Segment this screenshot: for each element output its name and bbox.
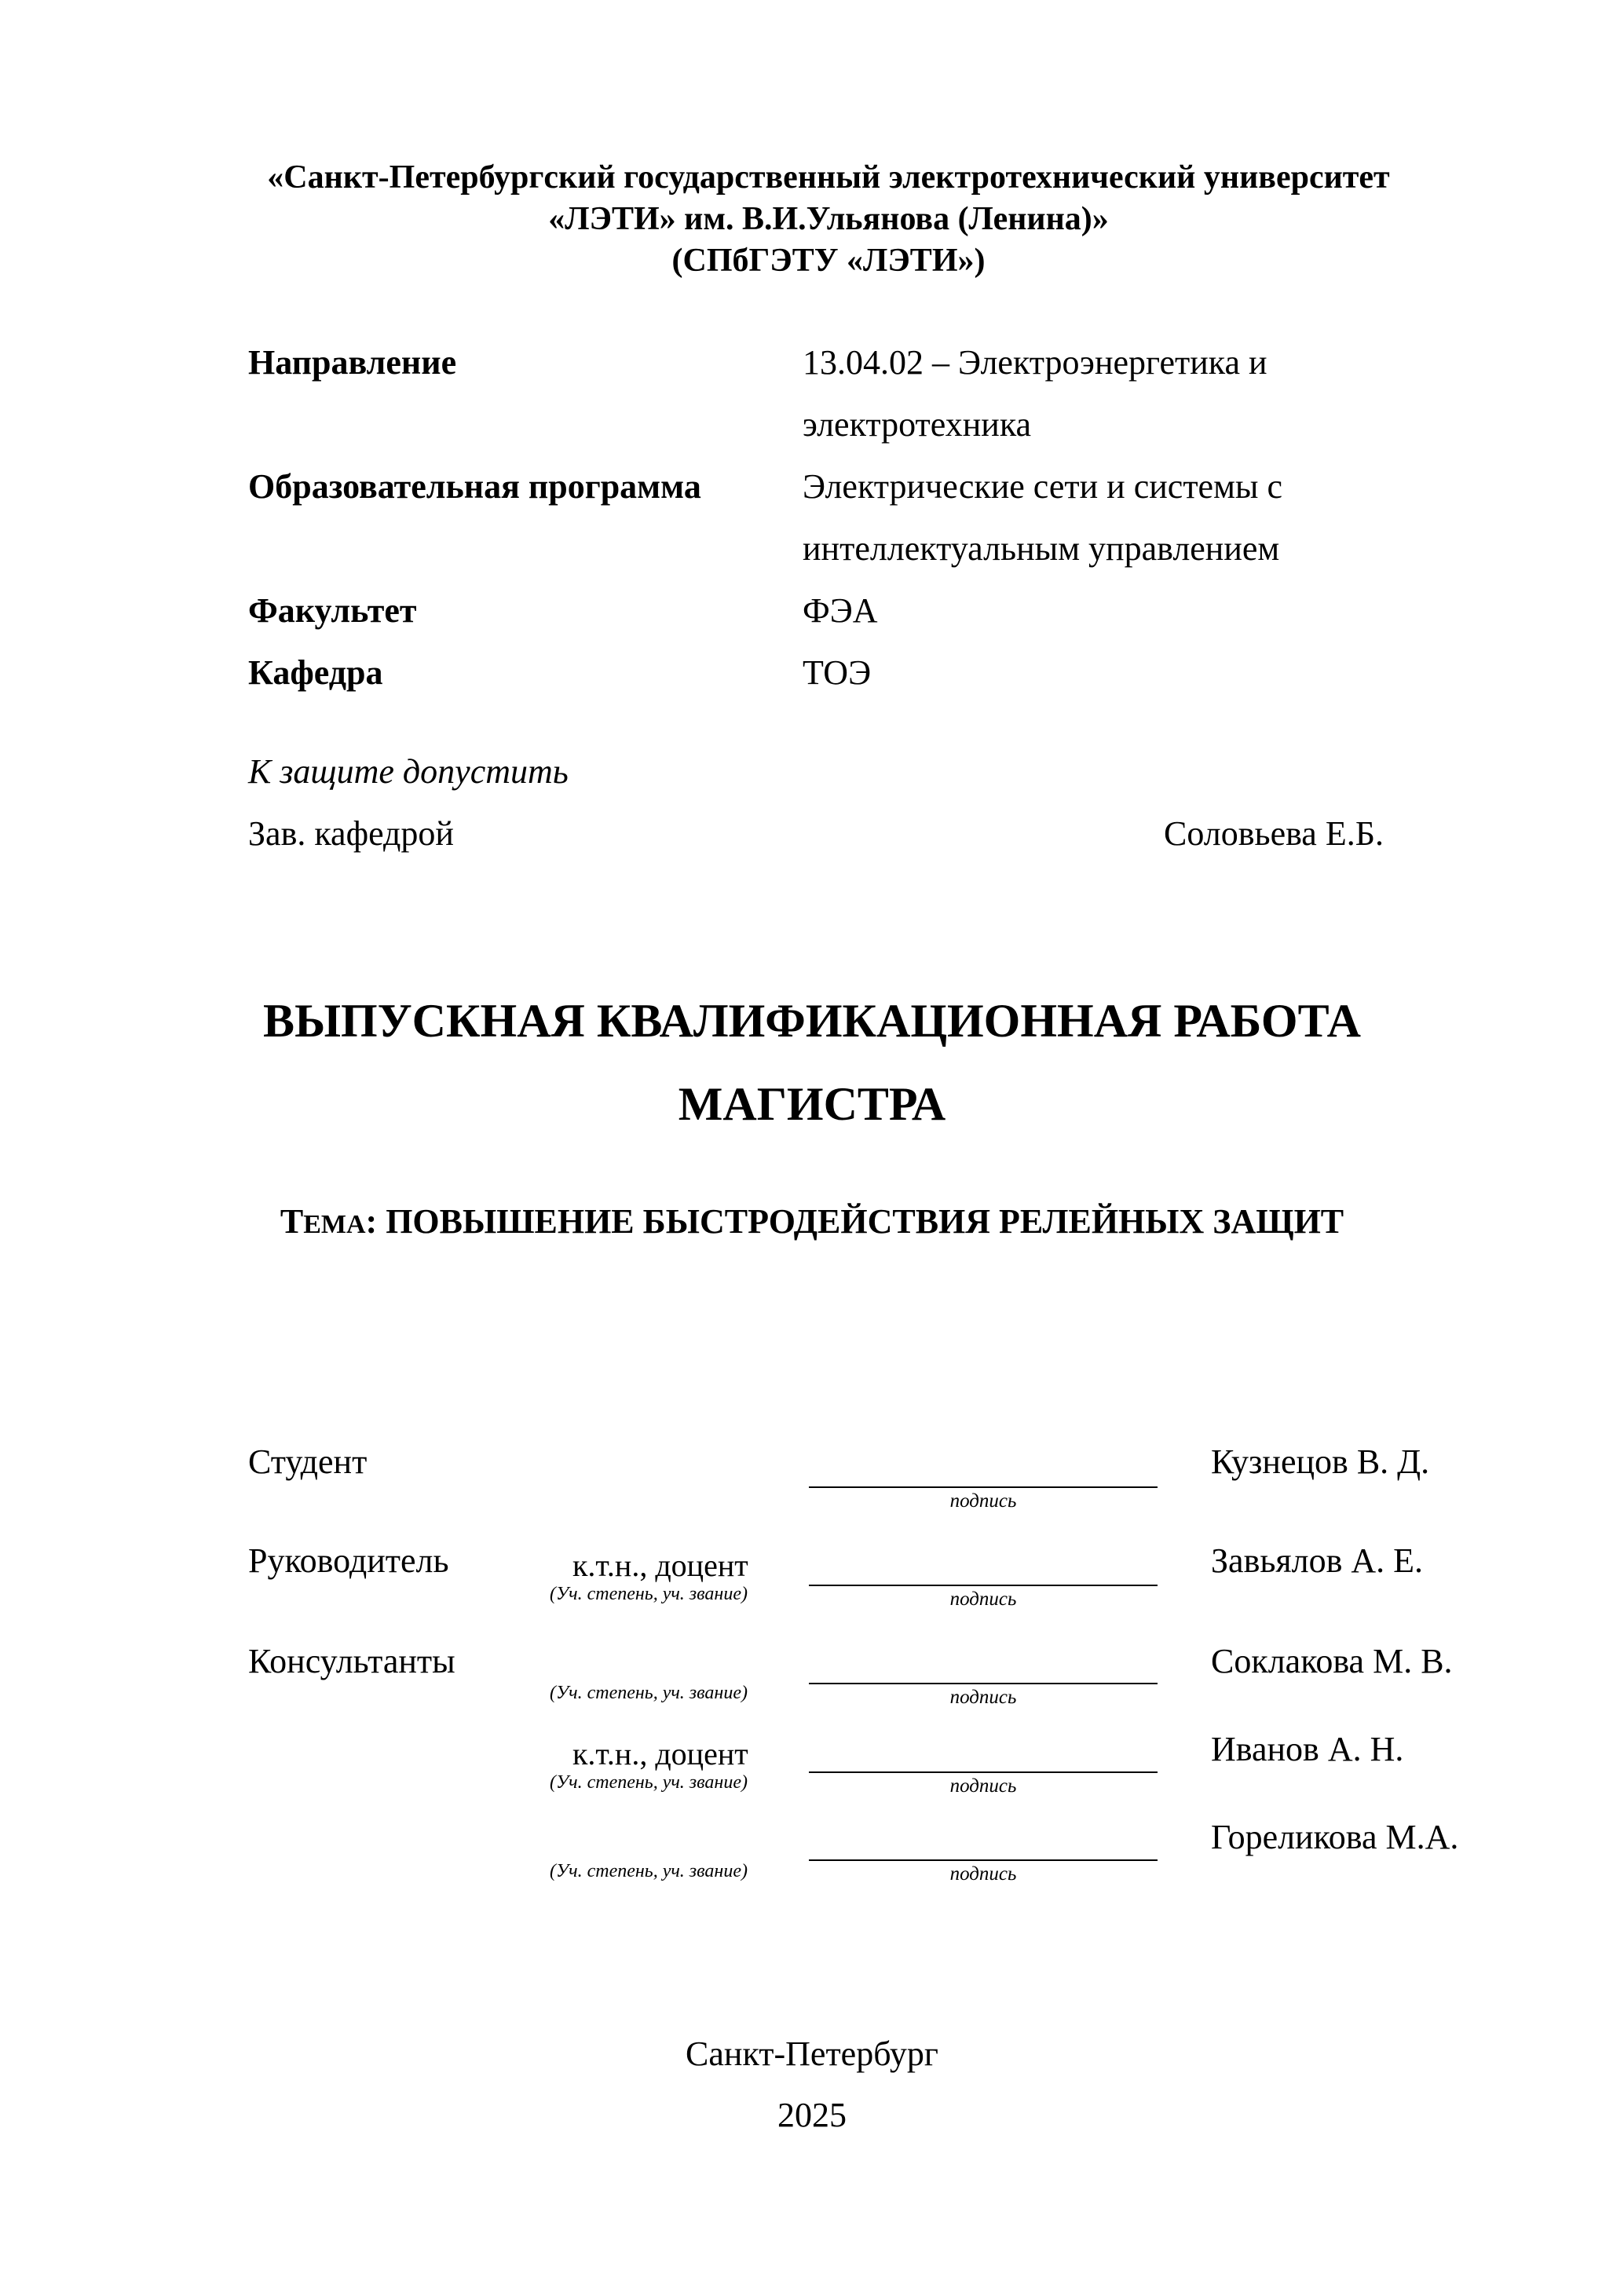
student-signature-line: [809, 1486, 1158, 1488]
consultant-3-signature-line: [809, 1859, 1158, 1861]
field-label-department: Кафедра: [248, 653, 383, 692]
work-title-line2: МАГИСТРА: [678, 1078, 946, 1130]
supervisor-signature-hint: подпись: [949, 1589, 1017, 1610]
student-signature-hint: подпись: [949, 1490, 1017, 1512]
footer-year: 2025: [777, 2096, 847, 2134]
approval-heading: К защите допустить: [248, 752, 569, 791]
field-value-department: ТОЭ: [803, 653, 872, 692]
supervisor-role: Руководитель: [248, 1541, 449, 1580]
supervisor-degree: к.т.н., доцент: [572, 1548, 748, 1583]
consultant-2-signature-hint: подпись: [949, 1775, 1017, 1797]
consultant-1-signature-hint: подпись: [949, 1687, 1017, 1708]
student-name: Кузнецов В. Д.: [1211, 1442, 1430, 1481]
work-title-line1: ВЫПУСКНАЯ КВАЛИФИКАЦИОННАЯ РАБОТА: [263, 995, 1361, 1047]
supervisor-signature-line: [809, 1585, 1158, 1586]
consultant-2-degree-hint: (Уч. степень, уч. звание): [550, 1772, 748, 1793]
topic-text: ПОВЫШЕНИЕ БЫСТРОДЕЙСТВИЯ РЕЛЕЙНЫХ ЗАЩИТ: [386, 1202, 1344, 1241]
field-value-direction-line2: электротехника: [803, 405, 1032, 444]
student-role: Студент: [248, 1442, 368, 1481]
consultant-3-degree-hint: (Уч. степень, уч. звание): [550, 1861, 748, 1881]
supervisor-degree-hint: (Уч. степень, уч. звание): [550, 1584, 748, 1604]
field-value-program-line1: Электрические сети и системы с: [803, 467, 1283, 506]
consultant-1-signature-line: [809, 1683, 1158, 1684]
approval-role: Зав. кафедрой: [248, 814, 454, 853]
consultant-3-name: Гореликова М.А.: [1211, 1818, 1459, 1856]
approval-head-name: Соловьева Е.Б.: [1164, 814, 1384, 853]
footer-city: Санкт-Петербург: [686, 2035, 938, 2073]
university-abbreviation: (СПбГЭТУ «ЛЭТИ»): [671, 243, 986, 279]
consultant-3-signature-hint: подпись: [949, 1863, 1017, 1885]
supervisor-name: Завьялов А. Е.: [1211, 1541, 1424, 1580]
consultant-2-degree: к.т.н., доцент: [572, 1736, 748, 1771]
field-label-program: Образовательная программа: [248, 467, 701, 506]
consultants-role: Консультанты: [248, 1642, 455, 1680]
university-name-line2: «ЛЭТИ» им. В.И.Ульянова (Ленина)»: [548, 201, 1109, 237]
topic-label-colon: :: [365, 1202, 378, 1241]
field-value-program-line2: интеллектуальным управлением: [803, 529, 1280, 568]
field-label-faculty: Факультет: [248, 591, 417, 630]
field-value-faculty: ФЭА: [803, 591, 878, 630]
field-value-direction-line1: 13.04.02 – Электроэнергетика и: [803, 343, 1267, 382]
field-label-direction: Направление: [248, 343, 457, 382]
work-topic: [0, 1201, 1624, 1241]
consultant-2-signature-line: [809, 1771, 1158, 1773]
consultant-2-name: Иванов А. Н.: [1211, 1730, 1404, 1768]
university-name-line1: «Санкт-Петербургский государственный электротехнический университет: [267, 159, 1390, 196]
consultant-1-degree-hint: (Уч. степень, уч. звание): [550, 1683, 748, 1703]
topic-label-first: Т: [280, 1202, 304, 1241]
topic-label-rest: ЕМА: [303, 1210, 366, 1239]
university-header: [141, 157, 1516, 282]
consultant-1-name: Соклакова М. В.: [1211, 1642, 1453, 1680]
